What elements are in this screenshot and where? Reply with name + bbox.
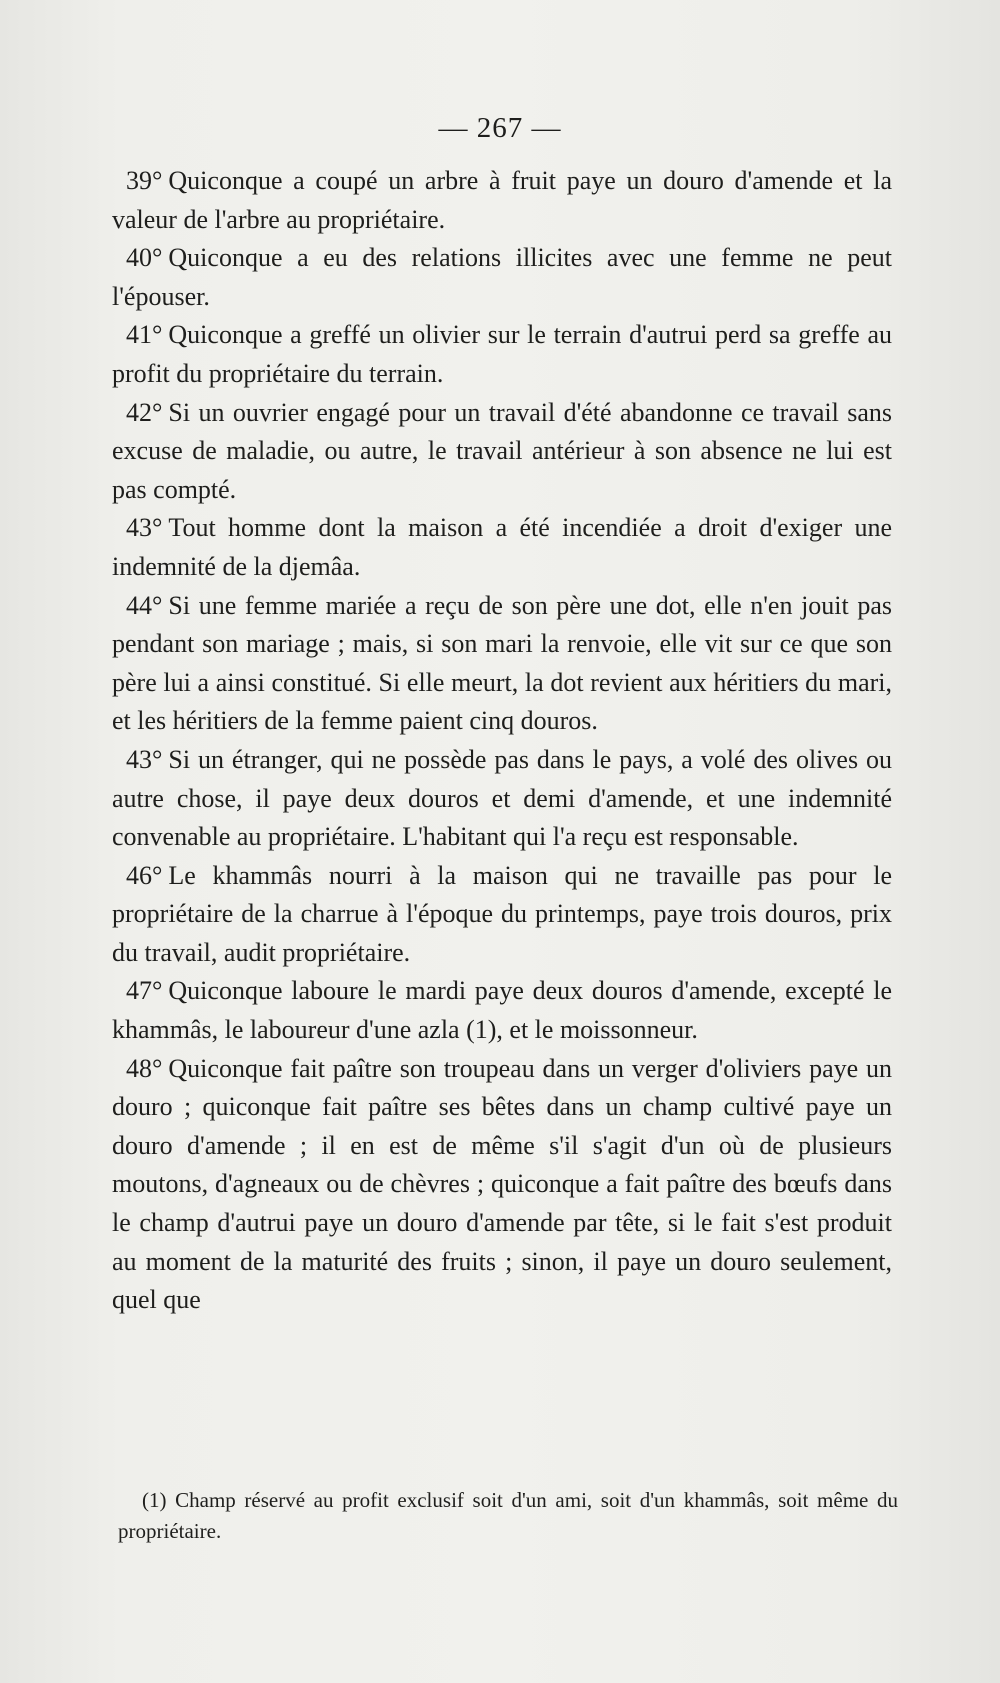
article-text: Si un étranger, qui ne possède pas dans le pays, a volé des olives ou autre chose, il paye deux douros et demi d'amende, et une indemnité convenable au propriétaire. L'habitant qui l'a reçu est responsable. [112,744,892,852]
article-number: 43° [126,744,163,774]
article-number: 44° [126,590,163,620]
article-44 [112,587,892,741]
article-42 [112,394,892,510]
article-text: Quiconque fait paître son troupeau dans un verger d'oliviers paye un douro ; quiconque fait paître ses bêtes dans un champ cultivé paye un douro d'amende ; il en est de même s'il s'agit d'un où de plusieurs moutons, d'agneaux ou de chèvres ; quiconque a fait paître des bœufs dans le champ d'autrui paye un douro d'amende par tête, si le fait s'est produit au moment de la maturité des fruits ; sinon, il paye un douro seulement, quel que [112,1053,892,1315]
article-number: 43° [126,513,163,543]
article-number: 47° [126,976,163,1006]
article-number: 46° [126,860,163,890]
article-number: 41° [126,320,163,350]
footnote: (1) Champ réservé au profit exclusif soit d'un ami, soit d'un khammâs, soit même du propriétaire. [118,1488,898,1543]
article-40 [112,239,892,316]
article-48 [112,1050,892,1320]
article-43 [112,509,892,586]
article-text: Tout homme dont la maison a été incendiée a droit d'exiger une indemnité de la djemâa. [112,513,892,581]
article-text: Quiconque a eu des relations illicites avec une femme ne peut l'épouser. [112,243,892,311]
article-text: Le khammâs nourri à la maison qui ne travaille pas pour le propriétaire de la charrue à l'époque du printemps, paye trois douros, prix du travail, audit propriétaire. [112,860,892,967]
article-number: 39° [126,166,163,195]
article-number: 42° [126,397,163,427]
article-text: Quiconque laboure le mardi paye deux douros d'amende, excepté le khammâs, le laboureur d'une azla (1), et le moissonneur. [112,976,892,1045]
page-body [112,162,892,1320]
page-number: — 267 — [438,112,562,144]
article-text: Quiconque a greffé un olivier sur le terrain d'autrui perd sa greffe au profit du propriétaire du terrain. [112,320,892,388]
article-number: 48° [126,1053,163,1083]
article-39 [112,162,892,239]
article-47 [112,972,892,1049]
article-number: 40° [126,243,163,273]
article-46 [112,857,892,973]
article-text: Si une femme mariée a reçu de son père une dot, elle n'en jouit pas pendant son mariage ; mais, si son mari la renvoie, elle vit sur ce que son père lui a ainsi constitué. Si elle meurt, la dot revient aux héritiers du mari, et les héritiers de la femme paient cinq douros. [112,590,892,736]
article-41 [112,316,892,393]
article-text: Si un ouvrier engagé pour un travail d'été abandonne ce travail sans excuse de maladie, ou autre, le travail antérieur à son absence ne lui est pas compté. [112,397,892,504]
article-45 [112,741,892,857]
footnotes [118,1485,898,1547]
article-text: Quiconque a coupé un arbre à fruit paye un douro d'amende et la valeur de l'arbre au propriétaire. [112,166,892,234]
